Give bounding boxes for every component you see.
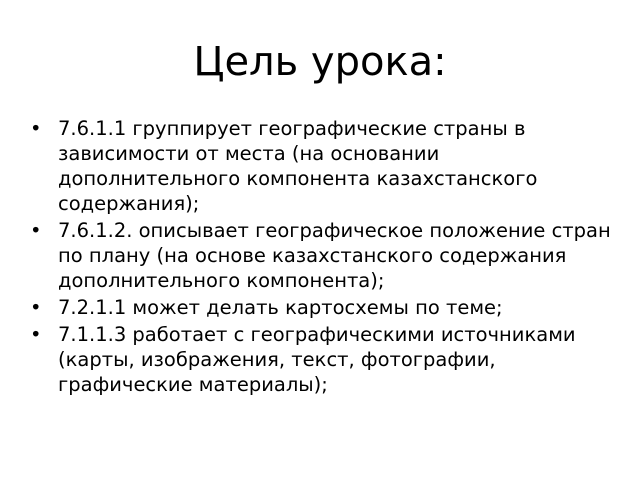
slide-title: Цель урока: (193, 39, 447, 85)
bullet-icon: • (30, 296, 42, 319)
list-item (30, 322, 625, 397)
bullet-icon: • (30, 117, 42, 140)
list-item-text: 7.6.1.2. описывает географическое положение стран по плану (на основе казахстанского содержания дополнительного компонента); (58, 219, 611, 292)
bullet-icon: • (30, 323, 42, 346)
list-item (30, 295, 625, 320)
list-item-text: 7.1.1.3 работает с географическими источниками (карты, изображения, текст, фотографии, графические материалы); (58, 323, 576, 396)
list-item (30, 218, 625, 293)
list-item-text: 7.6.1.1 группирует географические страны в зависимости от места (на основании дополнительного компонента казахстанского содержания); (58, 117, 538, 215)
objectives-list (30, 116, 625, 399)
bullet-icon: • (30, 219, 42, 242)
list-item-text: 7.2.1.1 может делать картосхемы по теме; (58, 296, 503, 319)
list-item (30, 116, 625, 216)
